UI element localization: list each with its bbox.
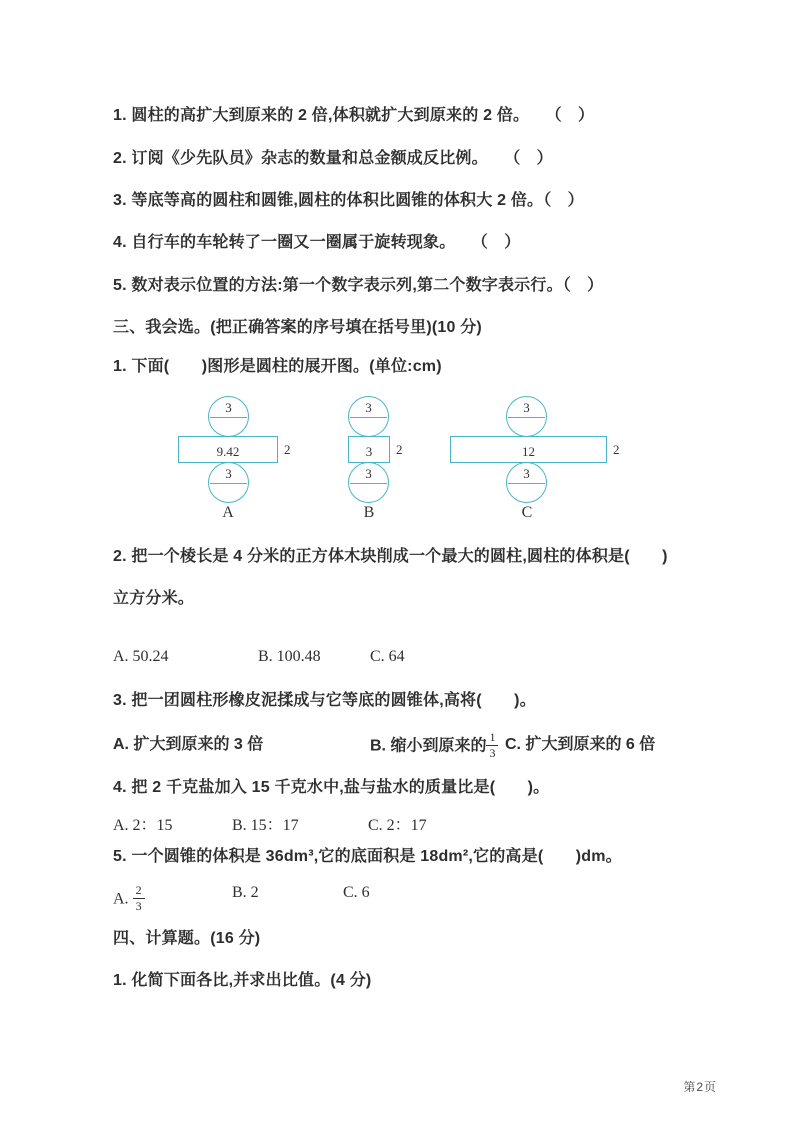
choice-q3-option-c: C. 扩大到原来的 6 倍	[505, 736, 656, 753]
net-c-top-circle	[506, 396, 547, 437]
tf-question-5: 5. 数对表示位置的方法:第一个数字表示列,第二个数字表示行。（ ）	[113, 277, 604, 294]
diameter-line	[508, 417, 545, 418]
page-number: 第2页	[683, 1080, 717, 1094]
fraction-one-third: $\frac{1}{3}$	[486, 731, 498, 759]
tf-question-4: 4. 自行车的车轮转了一圈又一圈属于旋转现象。 （ ）	[113, 234, 521, 251]
tf-question-3: 3. 等底等高的圆柱和圆锥,圆柱的体积比圆锥的体积大 2 倍。（ ）	[113, 192, 584, 209]
option-a-text: A.	[113, 890, 133, 908]
tf-question-2: 2. 订阅《少先队员》杂志的数量和总金额成反比例。 （ ）	[113, 150, 553, 167]
choice-q5-option-b: B. 2	[232, 884, 259, 901]
net-a-top-circle-value: 3	[225, 399, 232, 415]
choice-q2-text-line2: 立方分米。	[113, 590, 195, 607]
diameter-line	[508, 483, 545, 484]
section-choice-heading: 三、我会选。(把正确答案的序号填在括号里)(10 分)	[113, 319, 482, 336]
choice-q2-option-a: A. 50.24	[113, 648, 169, 665]
choice-q3-text: 3. 把一团圆柱形橡皮泥揉成与它等底的圆锥体,高将( )。	[113, 692, 536, 709]
net-c-rect: 12	[450, 436, 607, 463]
diameter-line	[210, 417, 247, 418]
choice-q4-option-c: C. 2：17	[368, 817, 427, 834]
tf-question-1: 1. 圆柱的高扩大到原来的 2 倍,体积就扩大到原来的 2 倍。 （ ）	[113, 107, 595, 124]
section-calc-heading: 四、计算题。(16 分)	[113, 930, 261, 947]
option-b-text: B. 缩小到原来的	[370, 737, 487, 755]
net-b-bottom-circle	[348, 462, 389, 503]
net-b-rect: 3	[348, 436, 390, 463]
calc-q1-text: 1. 化简下面各比,并求出比值。(4 分)	[113, 972, 372, 989]
choice-q4-option-a: A. 2：15	[113, 817, 173, 834]
net-a-side-value: 2	[284, 442, 291, 457]
choice-q4-options	[113, 812, 753, 836]
fraction-two-thirds: $\frac{2}{3}$	[133, 884, 145, 912]
net-b-top-circle-value: 3	[365, 399, 372, 415]
net-c-bottom-circle	[506, 462, 547, 503]
net-a-bottom-circle	[208, 462, 249, 503]
choice-q5-option-a	[113, 884, 145, 912]
choice-q2-option-b: B. 100.48	[258, 648, 321, 665]
choice-q2-option-c: C. 64	[370, 648, 405, 665]
net-b-label: B	[363, 504, 375, 521]
net-b-side-value: 2	[396, 442, 403, 457]
choice-q5-options	[113, 883, 753, 913]
net-c-side-value: 2	[613, 442, 620, 457]
choice-q3-options	[113, 730, 753, 760]
choice-q5-option-c: C. 6	[343, 884, 370, 901]
choice-q4-text: 4. 把 2 千克盐加入 15 千克水中,盐与盐水的质量比是( )。	[113, 779, 550, 796]
net-c-bottom-circle-value: 3	[523, 465, 530, 481]
diameter-line	[350, 483, 387, 484]
choice-q2-options	[113, 648, 753, 672]
diameter-line	[350, 417, 387, 418]
net-c-top-circle-value: 3	[523, 399, 530, 415]
net-b-top-circle	[348, 396, 389, 437]
choice-q3-option-a: A. 扩大到原来的 3 倍	[113, 736, 264, 753]
net-c-label: C	[521, 504, 533, 521]
net-a-top-circle	[208, 396, 249, 437]
net-a-bottom-circle-value: 3	[225, 465, 232, 481]
net-b-bottom-circle-value: 3	[365, 465, 372, 481]
diameter-line	[210, 483, 247, 484]
choice-q4-option-b: B. 15：17	[232, 817, 299, 834]
net-a-rect: 9.42	[178, 436, 278, 463]
net-a-label: A	[222, 504, 234, 521]
choice-q1-text: 1. 下面( )图形是圆柱的展开图。(单位:cm)	[113, 358, 442, 375]
choice-q2-text-line1: 2. 把一个棱长是 4 分米的正方体木块削成一个最大的圆柱,圆柱的体积是( )	[113, 548, 668, 565]
choice-q3-option-b	[370, 731, 498, 759]
choice-q5-text: 5. 一个圆锥的体积是 36dm³,它的底面积是 18dm²,它的高是( )dm。	[113, 848, 622, 865]
